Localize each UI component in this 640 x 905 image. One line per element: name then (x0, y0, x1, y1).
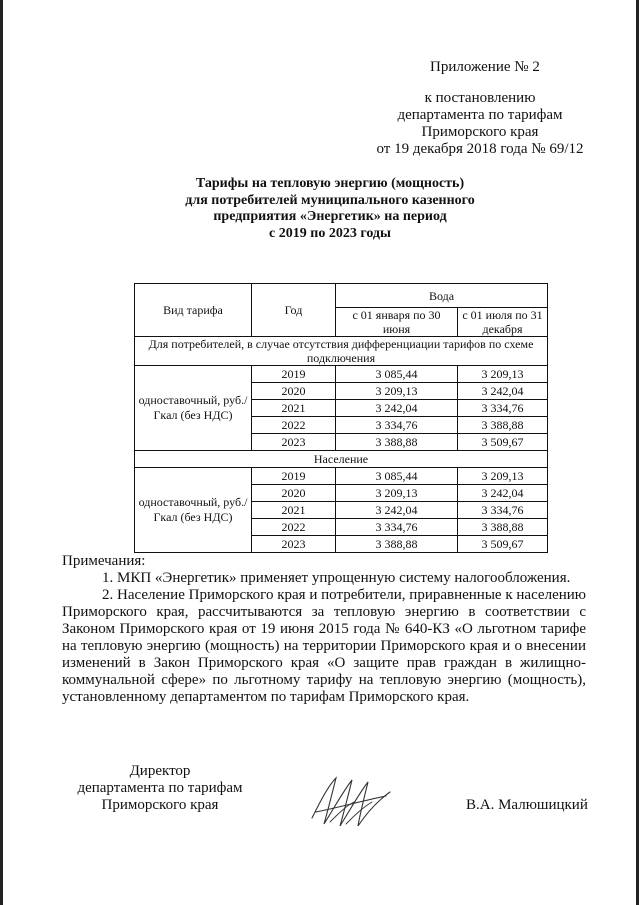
tariff-value-cell: 3 085,44 (336, 468, 458, 485)
decree-reference (330, 90, 630, 158)
decree-reference-line: департамента по тарифам (397, 107, 563, 123)
position-line: Приморского края (101, 797, 219, 813)
tariff-type-cell: одноставочный, руб./Гкал (без НДС) (135, 468, 252, 553)
tariff-value-cell: 3 388,88 (336, 536, 458, 553)
tariff-value-cell: 3 242,04 (458, 485, 548, 502)
decree-reference-line: к постановлению (424, 90, 536, 106)
tariff-value-cell: 3 209,13 (336, 485, 458, 502)
scan-edge-left (0, 0, 3, 905)
scan-edge-right (636, 0, 639, 905)
note-item: 2. Население Приморского края и потребители, приравненные к населению Приморского края, рассчитываются за тепловую энергию в соответствии с Законом Приморского края от 19 июня 2015 года № 640-КЗ «О льготном тарифе на тепловую энергию (мощность) на территории Приморского края и о внесении изменений в Закон Приморского края «О защите прав граждан в жилищно-коммунальной сфере» по льготному тарифу на тепловую энергию (мощность), установленному департаментом по тарифам Приморского края. (62, 587, 586, 705)
year-cell: 2020 (252, 383, 336, 400)
tariff-value-cell: 3 334,76 (458, 502, 548, 519)
section-title: Население (135, 451, 548, 468)
handwritten-signature (306, 772, 396, 832)
tariff-table (134, 283, 548, 553)
tariff-value-cell: 3 209,13 (458, 366, 548, 383)
appendix-number: Приложение № 2 (430, 59, 540, 75)
tariff-value-cell: 3 388,88 (458, 417, 548, 434)
position-line: департамента по тарифам (77, 780, 243, 796)
tariff-value-cell: 3 334,76 (336, 417, 458, 434)
tariff-value-cell: 3 334,76 (458, 400, 548, 417)
tariff-value-cell: 3 509,67 (458, 434, 548, 451)
tariff-value-cell: 3 209,13 (336, 383, 458, 400)
year-cell: 2023 (252, 536, 336, 553)
tariff-value-cell: 3 509,67 (458, 536, 548, 553)
section-header-row (135, 451, 548, 468)
tariff-value-cell: 3 242,04 (458, 383, 548, 400)
title-line: для потребителей муниципального казенного (185, 192, 475, 208)
tariff-value-cell: 3 209,13 (458, 468, 548, 485)
tariff-value-cell: 3 242,04 (336, 400, 458, 417)
year-cell: 2021 (252, 400, 336, 417)
title-line: предприятия «Энергетик» на период (213, 209, 447, 224)
decree-reference-line: от 19 декабря 2018 года № 69/12 (376, 141, 584, 157)
year-cell: 2020 (252, 485, 336, 502)
tariff-value-cell: 3 085,44 (336, 366, 458, 383)
position-line: Директор (129, 763, 191, 779)
section-header-row (135, 337, 548, 366)
tariff-value-cell: 3 334,76 (336, 519, 458, 536)
table-row (135, 366, 548, 383)
title-line: с 2019 по 2023 годы (269, 225, 391, 241)
year-cell: 2019 (252, 468, 336, 485)
table-row (135, 468, 548, 485)
year-cell: 2022 (252, 519, 336, 536)
section-title: Для потребителей, в случае отсутствия дифференциации тарифов по схеме подключения (135, 337, 548, 366)
table-header-row (135, 284, 548, 308)
header-water: Вода (336, 284, 548, 308)
note-item: 1. МКП «Энергетик» применяет упрощенную систему налогообложения. (102, 570, 571, 586)
year-cell: 2019 (252, 366, 336, 383)
year-cell: 2023 (252, 434, 336, 451)
header-period-1: с 01 января по 30 июня (336, 308, 458, 337)
tariff-type-cell: одноставочный, руб./Гкал (без НДС) (135, 366, 252, 451)
header-year: Год (252, 284, 336, 337)
tariff-value-cell: 3 388,88 (458, 519, 548, 536)
year-cell: 2022 (252, 417, 336, 434)
signatory-position (60, 763, 260, 814)
tariff-value-cell: 3 242,04 (336, 502, 458, 519)
notes-section (62, 553, 586, 706)
header-tariff-type: Вид тарифа (135, 284, 252, 337)
year-cell: 2021 (252, 502, 336, 519)
title-line: Тарифы на тепловую энергию (мощность) (195, 176, 465, 191)
tariff-value-cell: 3 388,88 (336, 434, 458, 451)
notes-heading: Примечания: (62, 553, 146, 569)
decree-reference-line: Приморского края (421, 124, 539, 140)
signatory-name: В.А. Малюшицкий (466, 797, 588, 813)
header-period-2: с 01 июля по 31 декабря (458, 308, 548, 337)
document-title (160, 176, 500, 242)
